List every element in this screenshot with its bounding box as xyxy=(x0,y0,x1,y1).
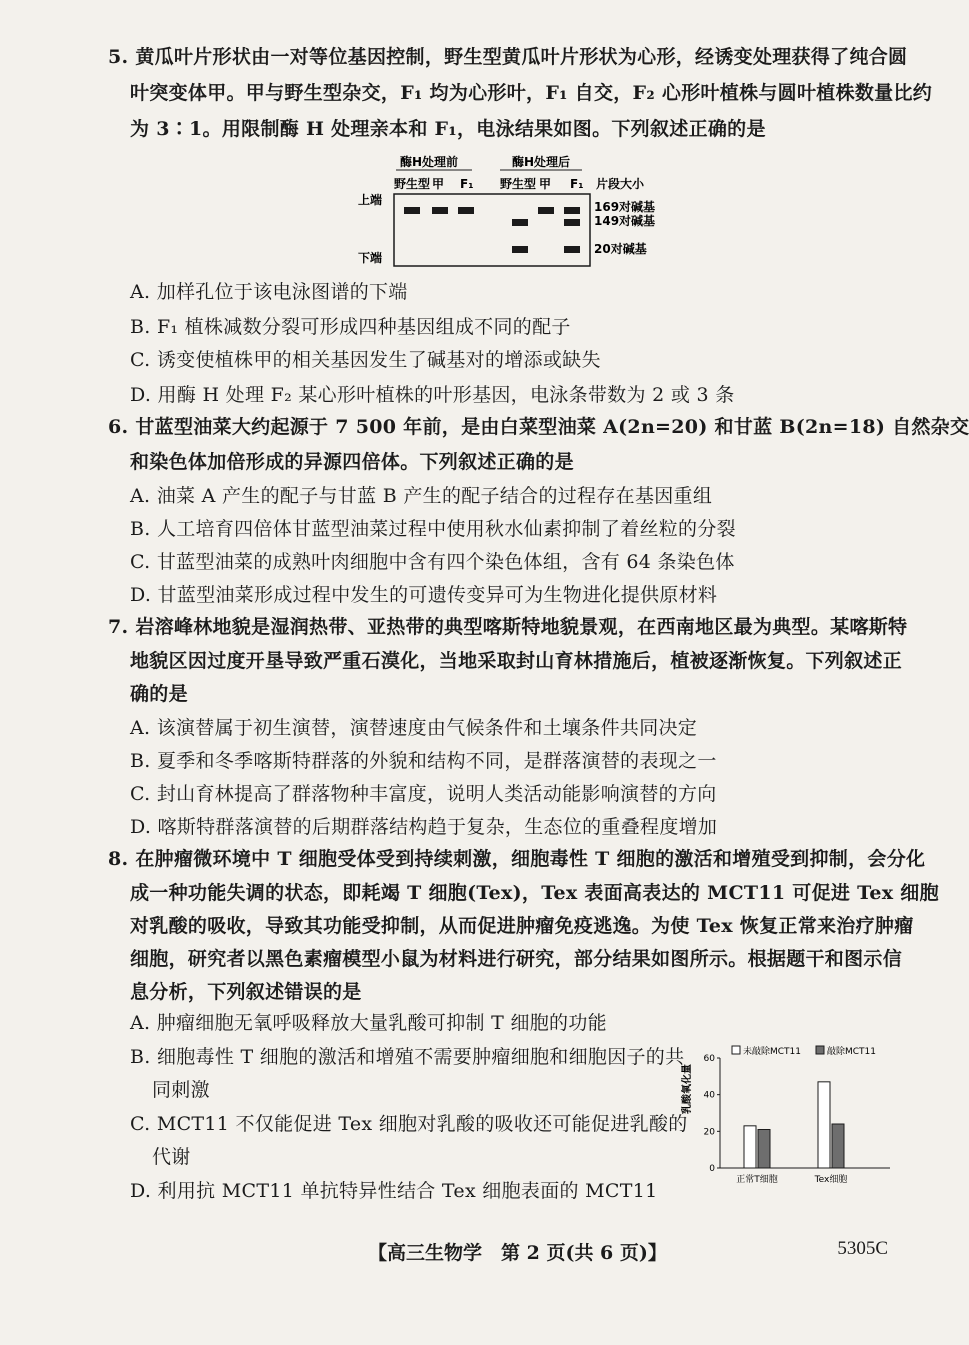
footer-page-info: 【高三生物学 第 2 页(共 6 页)】 xyxy=(368,1242,667,1264)
q8-stem-line-4: 细胞，研究者以黑色素瘤模型小鼠为材料进行研究，部分结果如图所示。根据题干和图示信 xyxy=(130,948,903,970)
gel-band-before-jia-169 xyxy=(432,207,448,214)
q8-option-d[interactable]: D. 利用抗 MCT11 单抗特异性结合 Tex 细胞表面的 MCT11 xyxy=(130,1180,658,1202)
q8-stem-line-1: 8. 在肿瘤微环境中 T 细胞受体受到持续刺激，细胞毒性 T 细胞的激活和增殖受到抑制，会分化 xyxy=(108,848,926,870)
q8-option-b-cont: 同刺激 xyxy=(152,1079,210,1101)
q8-option-c[interactable]: C. MCT11 不仅能促进 Tex 细胞对乳酸的吸收还可能促进乳酸的 xyxy=(130,1113,688,1135)
q6-option-a[interactable]: A. 油菜 A 产生的配子与甘蓝 B 产生的配子结合的过程存在基因重组 xyxy=(130,485,713,507)
gel-size-label-20: 20对碱基 xyxy=(594,242,647,256)
q7-stem-line-2: 地貌区因过度开垦导致严重石漠化，当地采取封山育林措施后，植被逐渐恢复。下列叙述正 xyxy=(130,650,903,672)
legend-swatch-untreated xyxy=(732,1046,740,1054)
gel-band-after-wild-20 xyxy=(512,246,528,253)
gel-band-after-jia-169 xyxy=(538,207,554,214)
gel-band-after-f1-169 xyxy=(564,207,580,214)
footer-paper-code: 5305C xyxy=(837,1238,888,1259)
gel-size-label-149: 149对碱基 xyxy=(594,214,656,228)
gel-band-before-f1-169 xyxy=(458,207,474,214)
q7-option-c[interactable]: C. 封山育林提高了群落物种丰富度，说明人类活动能影响演替的方向 xyxy=(130,783,717,805)
chart-ytick-label: 0 xyxy=(709,1164,715,1174)
q8-stem-line-2: 成一种功能失调的状态，即耗竭 T 细胞(Tex)，Tex 表面高表达的 MCT11 可促进 Tex 细胞 xyxy=(130,882,939,904)
q5-option-a[interactable]: A. 加样孔位于该电泳图谱的下端 xyxy=(130,281,408,303)
q5-option-c[interactable]: C. 诱变使植株甲的相关基因发生了碱基对的增添或缺失 xyxy=(130,349,601,371)
gel-lane-label: 野生型 xyxy=(394,177,431,191)
q5-option-d[interactable]: D. 用酶 H 处理 F₂ 某心形叶植株的叶形基因，电泳条带数为 2 或 3 条 xyxy=(130,384,735,406)
gel-lane-label: F₁ xyxy=(460,177,474,191)
q8-option-c-cont: 代谢 xyxy=(152,1146,191,1168)
chart-ytick-label: 40 xyxy=(703,1090,715,1101)
q5-stem-line-1: 5. 黄瓜叶片形状由一对等位基因控制，野生型黄瓜叶片形状为心形，经诱变处理获得了纯合圆 xyxy=(108,46,908,68)
chart-bar-0-0 xyxy=(744,1126,756,1168)
gel-header-after: 酶H处理后 xyxy=(512,155,571,169)
q6-stem-line-1: 6. 甘蓝型油菜大约起源于 7 500 年前，是由白菜型油菜 A(2n=20) 和甘蓝 B(2n=18) 自然杂交 xyxy=(108,416,969,438)
gel-electrophoresis-figure xyxy=(350,148,680,273)
q7-option-d[interactable]: D. 喀斯特群落演替的后期群落结构趋于复杂，生态位的重叠程度增加 xyxy=(130,816,718,838)
q8-option-b[interactable]: B. 细胞毒性 T 细胞的激活和增殖不需要肿瘤细胞和细胞因子的共 xyxy=(130,1046,685,1068)
gel-bands xyxy=(404,207,580,253)
lactate-bar-chart xyxy=(682,1040,900,1190)
q5-option-b[interactable]: B. F₁ 植株减数分裂可形成四种基因组成不同的配子 xyxy=(130,316,571,338)
q7-option-b[interactable]: B. 夏季和冬季喀斯特群落的外貌和结构不同，是群落演替的表现之一 xyxy=(130,750,717,772)
legend-label-knockout: 敲除MCT11 xyxy=(827,1047,876,1057)
gel-frame xyxy=(394,194,590,266)
legend-label-untreated: 未敲除MCT11 xyxy=(743,1047,801,1057)
chart-ytick-label: 20 xyxy=(703,1127,715,1138)
page-footer xyxy=(0,1238,950,1268)
q8-option-a[interactable]: A. 肿瘤细胞无氧呼吸释放大量乳酸可抑制 T 细胞的功能 xyxy=(130,1012,607,1034)
gel-lane-label: 甲 xyxy=(432,177,445,191)
q5-stem-line-2: 叶突变体甲。甲与野生型杂交，F₁ 均为心形叶，F₁ 自交，F₂ 心形叶植株与圆叶植株数量比约 xyxy=(130,82,933,104)
gel-lane-label: 甲 xyxy=(539,177,552,191)
q5-stem-line-3: 为 3∶1。用限制酶 H 处理亲本和 F₁，电泳结果如图。下列叙述正确的是 xyxy=(130,118,766,140)
gel-header-before: 酶H处理前 xyxy=(400,155,459,169)
gel-top-label: 上端 xyxy=(358,193,383,207)
q6-option-d[interactable]: D. 甘蓝型油菜形成过程中发生的可遗传变异可为生物进化提供原材料 xyxy=(130,584,718,606)
q6-option-b[interactable]: B. 人工培育四倍体甘蓝型油菜过程中使用秋水仙素抑制了着丝粒的分裂 xyxy=(130,518,736,540)
chart-bar-1-1 xyxy=(832,1124,844,1168)
q8-stem-line-5: 息分析，下列叙述错误的是 xyxy=(130,981,362,1003)
q7-stem-line-3: 确的是 xyxy=(130,683,188,705)
chart-bar-1-0 xyxy=(818,1082,830,1168)
q6-stem-line-2: 和染色体加倍形成的异源四倍体。下列叙述正确的是 xyxy=(130,451,574,473)
gel-band-after-wild-149 xyxy=(512,219,528,226)
gel-size-header: 片段大小 xyxy=(596,177,645,191)
chart-bars xyxy=(744,1082,844,1168)
gel-band-after-f1-20 xyxy=(564,246,580,253)
chart-legend xyxy=(732,1045,876,1057)
gel-bottom-label: 下端 xyxy=(358,251,383,265)
q8-stem-line-3: 对乳酸的吸收，导致其功能受抑制，从而促进肿瘤免疫逃逸。为使 Tex 恢复正常来治疗肿瘤 xyxy=(130,915,914,937)
chart-bar-0-1 xyxy=(758,1130,770,1169)
legend-swatch-knockout xyxy=(816,1046,824,1054)
gel-lane-label: F₁ xyxy=(570,177,584,191)
gel-band-before-wild-169 xyxy=(404,207,420,214)
chart-categories xyxy=(736,1173,847,1185)
gel-lane-label: 野生型 xyxy=(500,177,537,191)
q7-option-a[interactable]: A. 该演替属于初生演替，演替速度由气候条件和土壤条件共同决定 xyxy=(130,717,698,739)
q7-stem-line-1: 7. 岩溶峰林地貌是湿润热带、亚热带的典型喀斯特地貌景观，在西南地区最为典型。某喀斯特 xyxy=(108,616,908,638)
chart-ylabel: 乳酸氧化量 xyxy=(682,1064,693,1114)
q6-option-c[interactable]: C. 甘蓝型油菜的成熟叶肉细胞中含有四个染色体组，含有 64 条染色体 xyxy=(130,551,735,573)
chart-category-label: 正常T细胞 xyxy=(736,1175,778,1185)
chart-ticks xyxy=(704,1054,720,1174)
gel-size-label-169: 169对碱基 xyxy=(594,200,656,214)
gel-band-after-f1-149 xyxy=(564,219,580,226)
chart-ytick-label: 60 xyxy=(703,1054,715,1064)
chart-category-label: Tex细胞 xyxy=(814,1175,848,1185)
